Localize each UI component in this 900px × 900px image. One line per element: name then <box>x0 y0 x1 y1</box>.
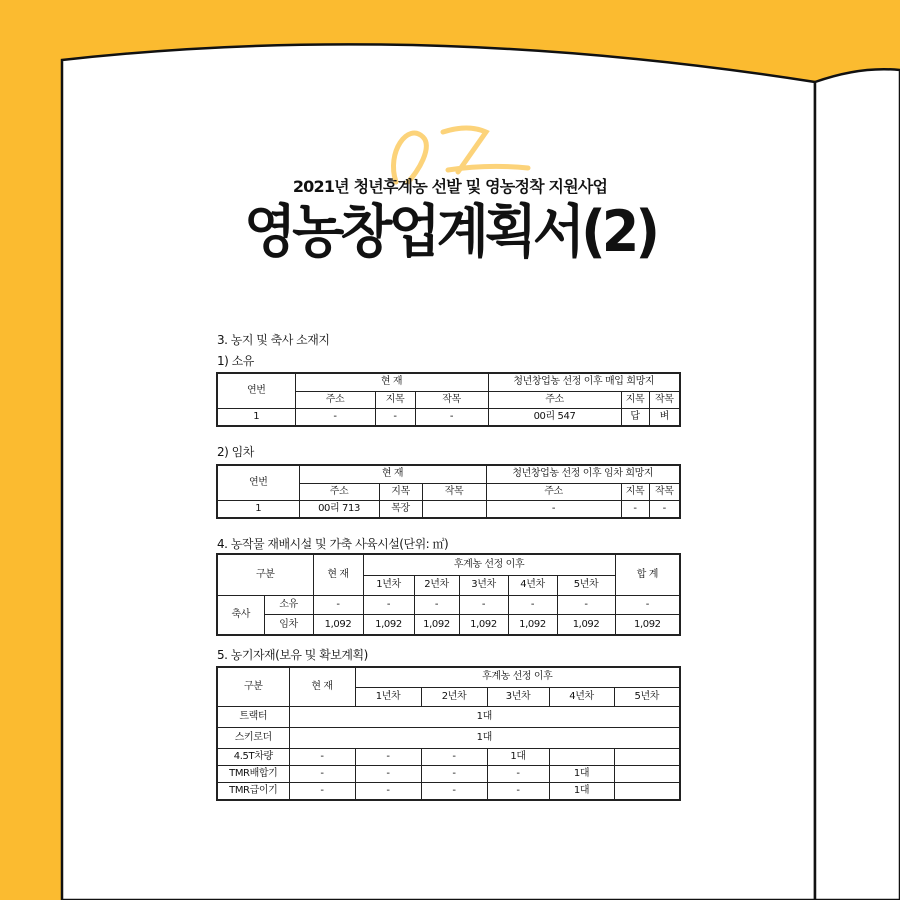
table-cell: - <box>295 409 375 427</box>
table-cell: - <box>355 783 421 801</box>
table-cell: - <box>289 766 355 783</box>
table-cell: - <box>557 596 615 615</box>
leased-land-table <box>216 464 681 519</box>
header-cell: 연번 <box>217 465 299 501</box>
table-cell: - <box>313 596 363 615</box>
table-cell: - <box>355 766 421 783</box>
table-cell: 1대 <box>549 783 614 801</box>
header-cell: 작목 <box>649 483 680 501</box>
owned-land-table <box>216 372 681 427</box>
header-cell: 4년차 <box>549 687 614 706</box>
header-cell: 2년차 <box>421 687 487 706</box>
row-label: 스키로더 <box>217 728 289 749</box>
table-cell: 1대 <box>487 749 549 766</box>
table-cell: - <box>621 501 649 519</box>
section-5-title: 5. 농기자재(보유 및 확보계획) <box>217 648 368 662</box>
table-cell: - <box>508 596 557 615</box>
table-cell: - <box>487 783 549 801</box>
group-cell: 축사 <box>217 596 264 636</box>
header-cell: 연번 <box>217 373 295 409</box>
table-cell: 1,092 <box>459 615 508 635</box>
row-label: TMR급이기 <box>217 783 289 801</box>
header-cell: 지목 <box>375 391 415 409</box>
header-cell: 2년차 <box>414 575 459 596</box>
table-cell: 벼 <box>649 409 680 427</box>
table-cell: 1대 <box>289 707 680 728</box>
header-cell: 작목 <box>422 483 486 501</box>
table-cell <box>549 749 614 766</box>
header-cell: 주소 <box>299 483 379 501</box>
header-cell: 5년차 <box>557 575 615 596</box>
header-cell: 4년차 <box>508 575 557 596</box>
table-cell: - <box>649 501 680 519</box>
table-cell: - <box>421 783 487 801</box>
table-cell: 1,092 <box>557 615 615 635</box>
header-cell: 현 재 <box>295 373 488 391</box>
table-cell <box>614 783 680 801</box>
table-cell: 1,092 <box>615 615 680 635</box>
document-title: 영농창업계획서(2) <box>243 198 657 265</box>
equipment-table <box>216 666 681 801</box>
header-cell: 작목 <box>415 391 488 409</box>
table-cell: - <box>486 501 621 519</box>
header-cell: 주소 <box>488 391 621 409</box>
table-cell: 목장 <box>379 501 422 519</box>
table-cell: 00리 547 <box>488 409 621 427</box>
table-cell: - <box>414 596 459 615</box>
table-cell: - <box>615 596 680 615</box>
header-cell: 3년차 <box>487 687 549 706</box>
table-cell: 1 <box>217 409 295 427</box>
header-cell: 합 계 <box>615 554 680 596</box>
table-cell <box>422 501 486 519</box>
header-cell: 주소 <box>486 483 621 501</box>
table-cell: - <box>289 749 355 766</box>
row-label: 트랙터 <box>217 707 289 728</box>
header-cell: 현 재 <box>289 667 355 707</box>
row-label: TMR배합기 <box>217 766 289 783</box>
row-label: 임차 <box>264 615 313 635</box>
row-label: 소유 <box>264 596 313 615</box>
row-label: 4.5T차량 <box>217 749 289 766</box>
table-cell: - <box>421 766 487 783</box>
table-cell: - <box>375 409 415 427</box>
header-cell: 작목 <box>649 391 680 409</box>
table-cell: 1대 <box>549 766 614 783</box>
header-cell: 청년창업농 선정 이후 매입 희망지 <box>488 373 680 391</box>
table-cell: 1,092 <box>508 615 557 635</box>
section-4-title: 4. 농작물 재배시설 및 가축 사육시설(단위: ㎡) <box>217 537 449 551</box>
table-cell: - <box>459 596 508 615</box>
table-cell: 1 <box>217 501 299 519</box>
header-cell: 3년차 <box>459 575 508 596</box>
document-subtitle: 2021년 청년후계농 선발 및 영농정착 지원사업 <box>292 177 608 196</box>
table-cell: 1,092 <box>313 615 363 635</box>
table-cell: - <box>355 749 421 766</box>
section-3-title: 3. 농지 및 축사 소재지 <box>217 333 330 347</box>
header-cell: 주소 <box>295 391 375 409</box>
table-cell: - <box>487 766 549 783</box>
table-cell <box>614 766 680 783</box>
header-cell: 1년차 <box>355 687 421 706</box>
header-cell: 후계농 선정 이후 <box>355 667 680 687</box>
header-cell: 1년차 <box>363 575 414 596</box>
table-cell: - <box>289 783 355 801</box>
header-cell: 청년창업농 선정 이후 임차 희망지 <box>486 465 680 483</box>
header-cell: 현 재 <box>299 465 486 483</box>
section-3-1-title: 1) 소유 <box>217 354 254 368</box>
table-cell: 1대 <box>289 728 680 749</box>
header-cell: 지목 <box>621 391 649 409</box>
table-cell: - <box>415 409 488 427</box>
facility-table <box>216 553 681 636</box>
table-cell: 1,092 <box>414 615 459 635</box>
header-cell: 지목 <box>379 483 422 501</box>
header-cell: 지목 <box>621 483 649 501</box>
header-cell: 현 재 <box>313 554 363 596</box>
table-cell: - <box>421 749 487 766</box>
table-cell: 1,092 <box>363 615 414 635</box>
table-cell: - <box>363 596 414 615</box>
table-cell: 답 <box>621 409 649 427</box>
section-3-2-title: 2) 임차 <box>217 445 254 459</box>
table-cell <box>614 749 680 766</box>
header-cell: 구분 <box>217 554 313 596</box>
table-cell: 00리 713 <box>299 501 379 519</box>
header-cell: 구분 <box>217 667 289 707</box>
header-cell: 후계농 선정 이후 <box>363 554 615 575</box>
header-cell: 5년차 <box>614 687 680 706</box>
